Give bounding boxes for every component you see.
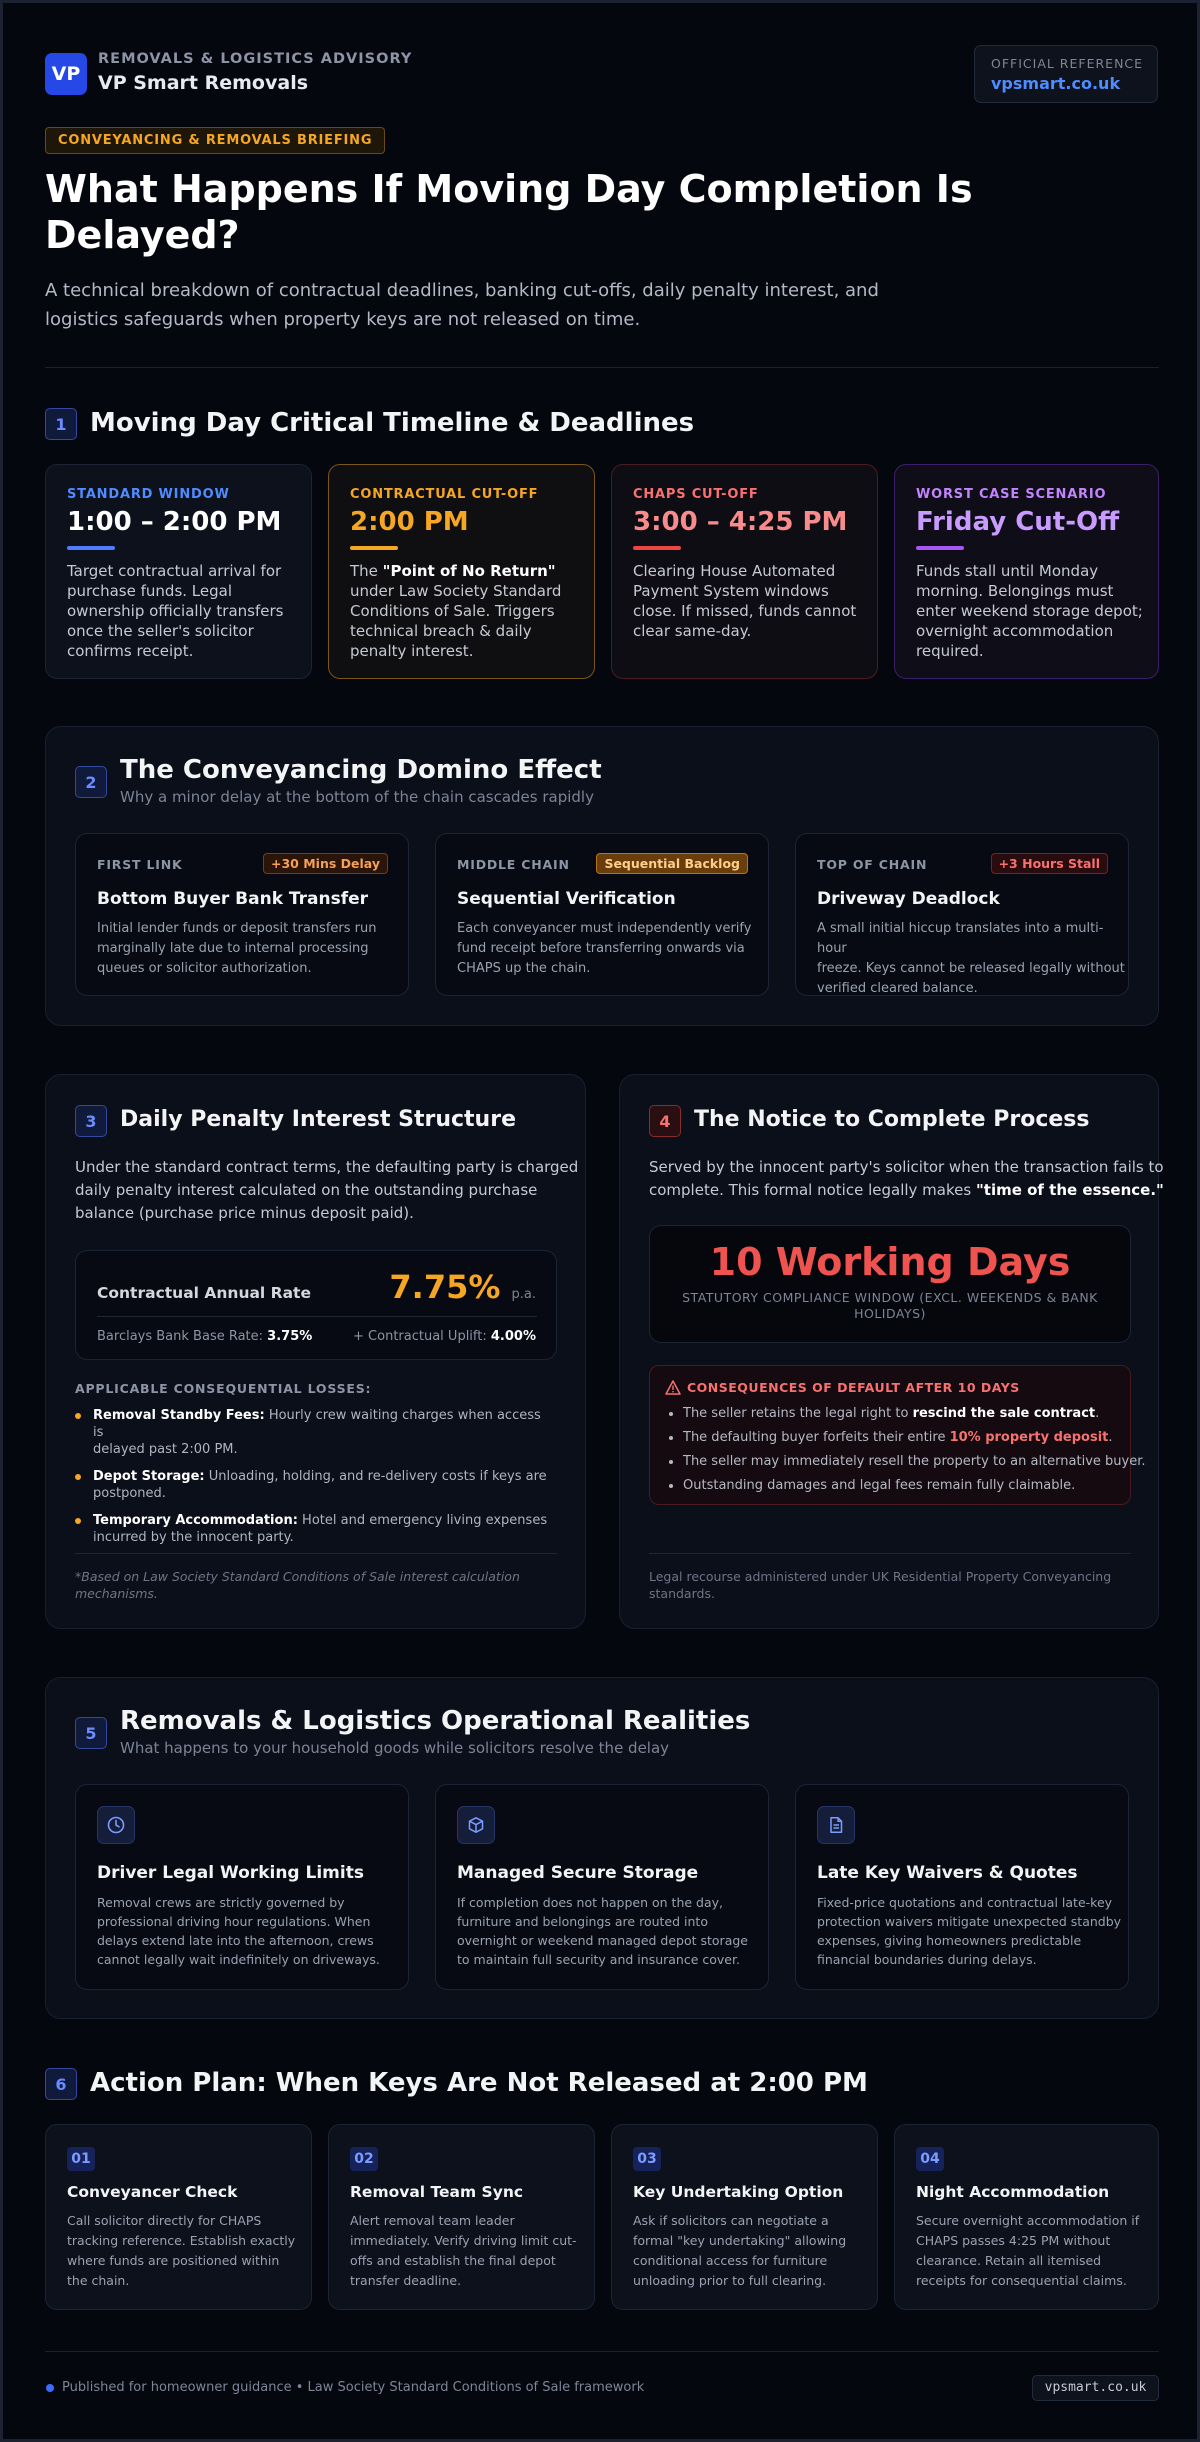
brand-name: VP Smart Removals: [98, 72, 309, 94]
domino-card-badge: Sequential Backlog: [596, 853, 748, 874]
section-2-number: 2: [75, 766, 107, 798]
hero-divider: [45, 367, 1159, 368]
section-3-number: 3: [75, 1105, 107, 1137]
rate-box: [75, 1250, 557, 1360]
action-step-1: [45, 2124, 312, 2310]
briefing-tag: CONVEYANCING & REMOVALS BRIEFING: [45, 127, 385, 154]
penalty-panel: [45, 1074, 586, 1629]
page-title-line-2: Delayed?: [45, 213, 240, 257]
section-2-title: The Conveyancing Domino Effect: [120, 755, 602, 785]
notice-panel: [619, 1074, 1164, 1629]
domino-card-badge: +3 Hours Stall: [991, 853, 1108, 874]
action-step-text: Secure overnight accommodation if CHAPS passes 4:25 PM without clearance. Retain all itemised receipts for consequential claims.: [916, 2213, 1140, 2288]
timeline-card-worst-case: [894, 464, 1159, 679]
timeline-card-contractual: [328, 464, 595, 679]
uplift-rate: + Contractual Uplift: 4.00%: [353, 1329, 536, 1344]
domino-card-badge: +30 Mins Delay: [263, 853, 388, 874]
section-2-subtitle: Why a minor delay at the bottom of the chain cascades rapidly: [120, 788, 594, 806]
action-step-number: 03: [633, 2147, 661, 2171]
timeline-card-text: The "Point of No Return" under Law Society Standard Conditions of Sale. Triggers technical breach & daily penalty interest.: [350, 562, 562, 660]
consequence-item: The defaulting buyer forfeits their entire 10% property deposit.: [665, 1430, 1125, 1446]
section-1-number: 1: [45, 408, 77, 440]
working-days-box: [649, 1225, 1131, 1343]
domino-card-first-link: [75, 833, 409, 996]
domino-card-title: Sequential Verification: [457, 889, 676, 909]
section-5-subtitle: What happens to your household goods while solicitors resolve the delay: [120, 1739, 670, 1757]
logistics-card-title: Driver Legal Working Limits: [97, 1863, 364, 1883]
loss-item: Depot Storage: Unloading, holding, and re-delivery costs if keys are postponed.: [75, 1468, 555, 1502]
action-step-number: 01: [67, 2147, 95, 2171]
action-step-title: Key Undertaking Option: [633, 2183, 844, 2201]
action-step-2: [328, 2124, 595, 2310]
domino-panel: [45, 726, 1159, 1026]
losses-title: APPLICABLE CONSEQUENTIAL LOSSES:: [75, 1381, 372, 1396]
action-step-title: Removal Team Sync: [350, 2183, 524, 2201]
action-step-text: Alert removal team leader immediately. Verify driving limit cut- offs and establish the final depot transfer deadline.: [350, 2213, 577, 2288]
header-kicker: REMOVALS & LOGISTICS ADVISORY: [98, 51, 413, 67]
domino-card-label: MIDDLE CHAIN: [457, 857, 570, 872]
footer-divider: [45, 2351, 1159, 2352]
base-rate: Barclays Bank Base Rate: 3.75%: [97, 1329, 313, 1344]
timeline-card-accent: [916, 546, 964, 550]
logistics-card-text: If completion does not happen on the day, furniture and belongings are routed into overnight or weekend managed depot storage to maintain full security and insurance cover.: [457, 1895, 748, 1967]
rate-value-group: [389, 1268, 536, 1306]
loss-item: Temporary Accommodation: Hotel and emergency living expenses incurred by the innocent party.: [75, 1512, 555, 1546]
footer-text: Published for homeowner guidance • Law Society Standard Conditions of Sale framework: [62, 2380, 645, 2395]
consequences-list: [665, 1406, 1146, 1502]
page-title-line-1: What Happens If Moving Day Completion Is: [45, 167, 973, 211]
section-4-title: The Notice to Complete Process: [694, 1107, 1090, 1132]
footer-site-link[interactable]: vpsmart.co.uk: [1032, 2375, 1159, 2401]
timeline-card-text: Funds stall until Monday morning. Belongings must enter weekend storage depot; overnight accommodation required.: [916, 562, 1143, 660]
loss-item: Removal Standby Fees: Hourly crew waiting charges when access is delayed past 2:00 PM.: [75, 1407, 555, 1458]
section-6-number: 6: [45, 2068, 77, 2100]
box-icon: [457, 1806, 495, 1844]
action-step-4: [894, 2124, 1159, 2310]
rate-value: 7.75%: [389, 1268, 501, 1306]
timeline-card-text: Clearing House Automated Payment System windows close. If missed, funds cannot clear same-day.: [633, 562, 857, 640]
rate-unit: p.a.: [511, 1287, 536, 1302]
timeline-card-label: STANDARD WINDOW: [67, 487, 230, 502]
action-step-number: 02: [350, 2147, 378, 2171]
domino-card-top-of-chain: [795, 833, 1129, 996]
timeline-card-time: 3:00 – 4:25 PM: [633, 507, 848, 537]
page-intro-line-2: logistics safeguards when property keys are not released on time.: [45, 309, 641, 330]
timeline-card-accent: [350, 546, 398, 550]
reference-label: OFFICIAL REFERENCE: [991, 56, 1144, 71]
reference-box: [974, 45, 1158, 103]
consequences-title: CONSEQUENCES OF DEFAULT AFTER 10 DAYS: [687, 1380, 1020, 1395]
domino-card-title: Driveway Deadlock: [817, 889, 1000, 909]
timeline-card-text: Target contractual arrival for purchase funds. Legal ownership officially transfers once the seller's solicitor confirms receipt.: [67, 562, 284, 660]
rate-label: Contractual Annual Rate: [97, 1284, 311, 1302]
section-6-title: Action Plan: When Keys Are Not Released at 2:00 PM: [90, 2068, 868, 2098]
document-icon: [817, 1806, 855, 1844]
timeline-card-label: WORST CASE SCENARIO: [916, 487, 1107, 502]
timeline-card-accent: [67, 546, 115, 550]
domino-card-text: Initial lender funds or deposit transfers run marginally late due to internal processing queues or solicitor authorization.: [97, 921, 377, 976]
logistics-card-text: Removal crews are strictly governed by professional driving hour regulations. When delays extend late into the afternoon, crews cannot legally wait indefinitely on driveways.: [97, 1895, 380, 1967]
losses-list: [75, 1407, 555, 1556]
section-5-number: 5: [75, 1717, 107, 1749]
page-title: [45, 166, 973, 258]
logistics-card-text: Fixed-price quotations and contractual late-key protection waivers mitigate unexpected standby expenses, giving homeowners predictable financial boundaries during delays.: [817, 1895, 1122, 1967]
timeline-card-time: 2:00 PM: [350, 507, 469, 537]
timeline-card-chaps: [611, 464, 878, 679]
action-step-number: 04: [916, 2147, 944, 2171]
rate-divider: [97, 1316, 537, 1317]
consequence-item: The seller retains the legal right to rescind the sale contract.: [665, 1406, 1125, 1422]
timeline-card-time: Friday Cut-Off: [916, 507, 1120, 537]
working-days-caption: STATUTORY COMPLIANCE WINDOW (EXCL. WEEKENDS & BANK HOLIDAYS): [682, 1290, 1098, 1321]
domino-card-title: Bottom Buyer Bank Transfer: [97, 889, 369, 909]
page-intro: [45, 276, 879, 334]
action-step-title: Night Accommodation: [916, 2183, 1110, 2201]
domino-card-middle-chain: [435, 833, 769, 996]
consequence-item: Outstanding damages and legal fees remain fully claimable.: [665, 1478, 1125, 1494]
logistics-card-late-key: [795, 1784, 1129, 1990]
section-4-number: 4: [649, 1105, 681, 1137]
warning-icon: [665, 1380, 681, 1395]
action-step-title: Conveyancer Check: [67, 2183, 238, 2201]
footer-dot: [46, 2384, 54, 2392]
timeline-card-accent: [633, 546, 681, 550]
clock-icon: [97, 1806, 135, 1844]
notice-footnote: Legal recourse administered under UK Residential Property Conveyancing standards.: [649, 1569, 1112, 1601]
domino-card-text: Each conveyancer must independently verify fund receipt before transferring onwards via CHAPS up the chain.: [457, 921, 752, 976]
logistics-card-title: Late Key Waivers & Quotes: [817, 1863, 1078, 1883]
section-1-title: Moving Day Critical Timeline & Deadlines: [90, 408, 695, 438]
domino-card-label: FIRST LINK: [97, 857, 183, 872]
section-5-title: Removals & Logistics Operational Realities: [120, 1706, 751, 1736]
logistics-card-title: Managed Secure Storage: [457, 1863, 699, 1883]
timeline-card-label: CHAPS CUT-OFF: [633, 487, 759, 502]
action-step-text: Call solicitor directly for CHAPS tracking reference. Establish exactly where funds are positioned within the chain.: [67, 2213, 296, 2288]
logistics-card-secure-storage: [435, 1784, 769, 1990]
section-3-title: Daily Penalty Interest Structure: [120, 1107, 516, 1132]
logistics-panel: [45, 1677, 1159, 2019]
logo-badge: VP: [45, 53, 87, 95]
domino-card-label: TOP OF CHAIN: [817, 857, 928, 872]
notice-divider: [649, 1553, 1131, 1554]
consequences-box: [649, 1365, 1146, 1505]
penalty-footnote: *Based on Law Society Standard Conditions of Sale interest calculation mechanisms.: [75, 1569, 520, 1601]
action-step-text: Ask if solicitors can negotiate a formal "key undertaking" allowing conditional access for furniture unloading prior to full clearing.: [633, 2213, 847, 2288]
domino-card-text: A small initial hiccup translates into a multi-hour freeze. Keys cannot be released legally without verified cleared balance.: [817, 921, 1125, 996]
page-intro-line-1: A technical breakdown of contractual deadlines, banking cut-offs, daily penalty interest, and: [45, 280, 879, 301]
timeline-card-label: CONTRACTUAL CUT-OFF: [350, 487, 539, 502]
notice-intro: Served by the innocent party's solicitor when the transaction fails to complete. This formal notice legally makes "time of the essence.": [649, 1158, 1164, 1199]
logistics-card-driver-limits: [75, 1784, 409, 1990]
action-step-3: [611, 2124, 878, 2310]
timeline-card-time: 1:00 – 2:00 PM: [67, 507, 282, 537]
consequences-header: [665, 1380, 1020, 1395]
timeline-card-standard: [45, 464, 312, 679]
reference-link[interactable]: vpsmart.co.uk: [991, 74, 1121, 93]
penalty-intro: Under the standard contract terms, the defaulting party is charged daily penalty interest calculated on the outstanding purchase balance (purchase price minus deposit paid).: [75, 1158, 579, 1222]
penalty-divider: [75, 1553, 557, 1554]
working-days-value: 10 Working Days: [709, 1240, 1071, 1284]
consequence-item: The seller may immediately resell the property to an alternative buyer.: [665, 1454, 1125, 1470]
